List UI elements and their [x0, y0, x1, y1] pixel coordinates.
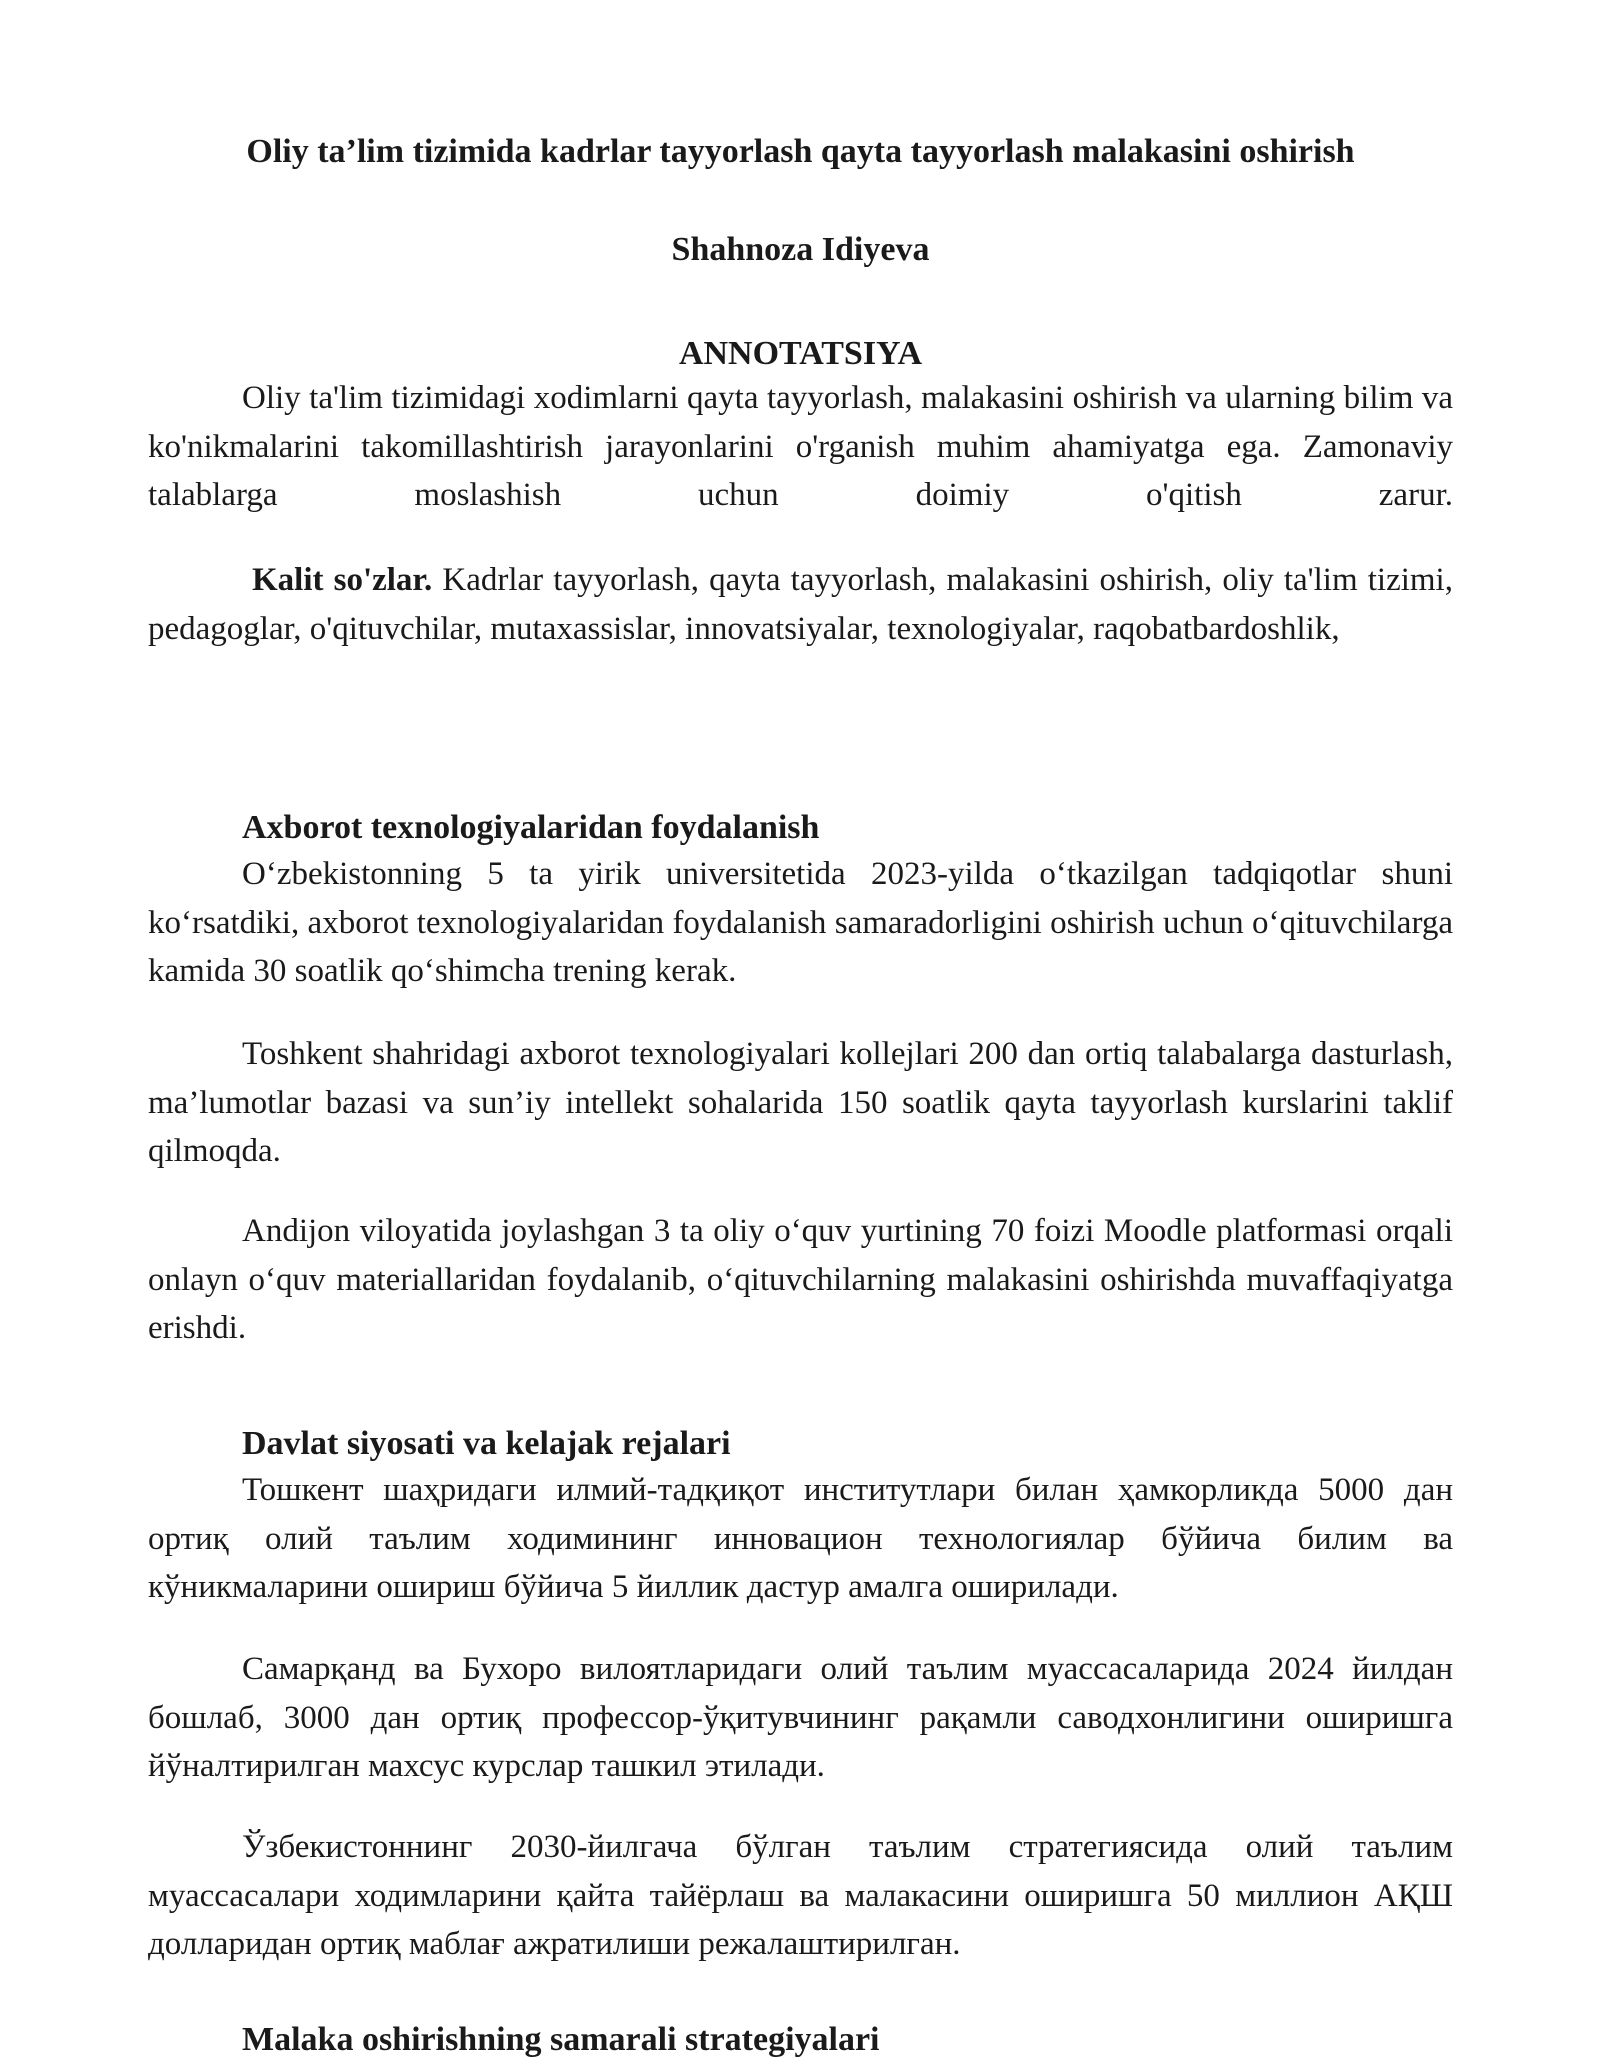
- paragraph: Самарқанд ва Бухоро вилоятларидаги олий таълим муассасаларида 2024 йилдан бошлаб, 3000 дан ортиқ профессор-ўқитувчининг рақамли саводхонлигини оширишга йўналтирилган махсус курслар ташкил этилади.: [148, 1651, 1453, 1784]
- author-name: Shahnoza Idiyeva: [671, 231, 930, 268]
- section-policy-p2: [148, 1645, 1453, 1791]
- annotation-paragraph: Oliy ta'lim tizimidagi xodimlarni qayta tayyorlash, malakasini oshirish va ularning bilim va ko'nikmalarini takomillashtirish jarayonlarini o'rganish muhim ahamiyatga ega. Zamonaviy talablarga moslashish uchun doimiy o'qitish zarur.: [148, 380, 1453, 513]
- section-it-p1: [148, 850, 1453, 996]
- paragraph: Ўзбекистоннинг 2030-йилгача бўлган таълим стратегиясида олий таълим муассасалари ходимларини қайта тайёрлаш ва малакасини оширишга 50 миллион АҚШ долларидан ортиқ маблағ ажратилиши режалаштирилган.: [148, 1829, 1453, 1962]
- paragraph: Toshkent shahridagi axborot texnologiyalari kollejlari 200 dan ortiq talabalarga dasturlash, ma’lumotlar bazasi va sun’iy intellekt sohalarida 150 soatlik qayta tayyorlash kurslarini taklif qilmoqda.: [148, 1036, 1453, 1169]
- section-policy-p1: [148, 1466, 1453, 1612]
- section-heading-strategies: Malaka oshirishning samarali strategiyalari: [242, 2021, 880, 2058]
- paragraph: O‘zbekistonning 5 ta yirik universitetida 2023-yilda o‘tkazilgan tadqiqotlar shuni ko‘rsatdiki, axborot texnologiyalaridan foydalanish samaradorligini oshirish uchun o‘qituvchilarga kamida 30 soatlik qo‘shimcha trening kerak.: [148, 856, 1453, 989]
- annotation-heading: ANNOTATSIYA: [678, 335, 923, 372]
- section-it-p3: [148, 1207, 1453, 1353]
- keywords-label: Kalit so'zlar.: [252, 562, 433, 598]
- section-it-p2: [148, 1030, 1453, 1176]
- keywords-block: [148, 556, 1453, 653]
- paragraph: Тошкент шаҳридаги илмий-тадқиқот институтлари билан ҳамкорликда 5000 дан ортиқ олий таълим ходимининг инновацион технологиялар бўйича билим ва кўникмаларини ошириш бўйича 5 йиллик дастур амалга оширилади.: [148, 1472, 1453, 1605]
- paragraph: Andijon viloyatida joylashgan 3 ta oliy o‘quv yurtining 70 foizi Moodle platformasi orqali onlayn o‘quv materiallaridan foydalanib, o‘qituvchilarning malakasini oshirishda muvaffaqiyatga erishdi.: [148, 1213, 1453, 1346]
- section-heading-policy: Davlat siyosati va kelajak rejalari: [242, 1425, 731, 1462]
- section-heading-it: Axborot texnologiyalaridan foydalanish: [242, 809, 820, 846]
- keywords-paragraph: [148, 556, 1453, 653]
- section-policy-p3: [148, 1823, 1453, 1969]
- keywords-text: Kadrlar tayyorlash, qayta tayyorlash, malakasini oshirish, oliy ta'lim tizimi, pedagoglar, o'qituvchilar, mutaxassislar, innovatsiyalar, texnologiyalar, raqobatbardoshlik,: [148, 562, 1453, 647]
- annotation-block: [148, 374, 1453, 520]
- document-title: Oliy ta’lim tizimida kadrlar tayyorlash qayta tayyorlash malakasini oshirish: [246, 133, 1355, 170]
